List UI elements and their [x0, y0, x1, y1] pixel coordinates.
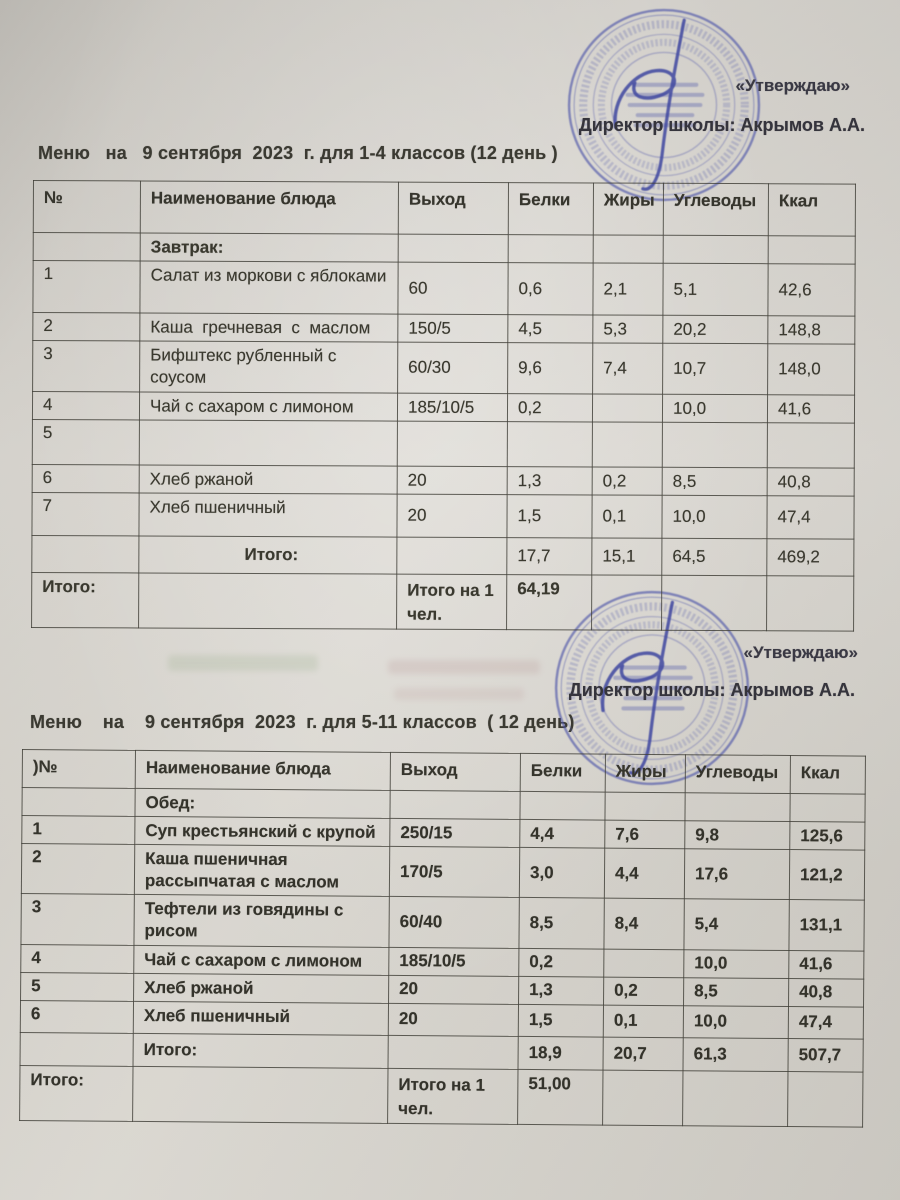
value-cell [767, 423, 854, 468]
dish-name-cell: Хлеб пшеничный [139, 493, 397, 537]
value-cell [604, 949, 684, 978]
value-cell: 40,8 [789, 978, 864, 1007]
dish-name-cell: Хлеб ржаной [134, 973, 389, 1003]
value-cell: 41,6 [767, 395, 854, 423]
value-cell [685, 793, 790, 822]
director-signature-line: Директор школы: Акрымов А.А. [578, 115, 865, 135]
table-row [33, 233, 855, 265]
value-cell [507, 422, 592, 467]
dish-name-cell: Салат из моркови с яблоками [140, 261, 398, 314]
value-cell: 20,2 [663, 315, 768, 344]
dish-name-cell: Чай с сахаром с лимоном [134, 945, 389, 975]
header-row [22, 750, 865, 795]
dish-name-cell: Каша пшеничная рассыпчатая с маслом [134, 845, 389, 897]
value-cell: 10,0 [662, 496, 767, 539]
dish-name-cell: Бифштекс рубленный с соусом [140, 341, 398, 393]
dish-name-cell: Обед: [135, 788, 390, 818]
cell [388, 1035, 518, 1069]
value-cell [520, 791, 605, 820]
value-cell: 0,1 [592, 495, 662, 538]
value-cell: 4,5 [508, 315, 593, 343]
value-cell: 0,6 [508, 263, 593, 315]
cell [32, 536, 139, 573]
row-number-cell: 6 [20, 1000, 133, 1033]
row-number-cell: 3 [21, 894, 134, 945]
table-row [32, 420, 854, 469]
col-header-kcal: Ккал [768, 184, 855, 236]
row-number-cell: 4 [32, 392, 139, 421]
approval-quote: «Утверждаю» [743, 643, 858, 662]
value-cell: 42,6 [768, 264, 855, 316]
value-cell: 185/10/5 [389, 947, 519, 976]
value-cell: 0,2 [519, 948, 604, 977]
value-cell: 0,2 [604, 977, 684, 1006]
totals-fat: 15,1 [592, 538, 662, 575]
value-cell: 1,5 [518, 1004, 603, 1037]
totals-carbs: 64,5 [662, 539, 767, 576]
col-header-kcal: Ккал [790, 756, 865, 795]
value-cell: 20 [397, 494, 507, 537]
value-cell: 8,5 [519, 898, 604, 949]
row-number-cell: 5 [32, 420, 139, 465]
dish-name-cell: Тефтели из говядины с рисом [134, 895, 389, 947]
value-cell: 0,1 [603, 1005, 683, 1038]
value-cell: 8,5 [662, 468, 767, 497]
row-number-cell: 1 [33, 261, 140, 313]
row-number-cell: 2 [21, 844, 134, 895]
value-cell: 60 [398, 262, 508, 314]
menu-table-grades-1-4 [31, 180, 856, 632]
bleed-through [388, 660, 540, 674]
value-cell [663, 235, 768, 264]
school-stamp [563, 4, 765, 206]
col-header-number: № [33, 181, 140, 233]
value-cell: 7,4 [593, 343, 663, 394]
per-person-label: Итого на 1 чел. [397, 574, 507, 629]
cell [592, 575, 662, 630]
value-cell: 41,6 [789, 950, 864, 979]
cell [788, 1071, 863, 1127]
table-row [33, 261, 855, 317]
totals-label: Итого: [133, 1033, 388, 1068]
dish-name-cell: Хлеб пшеничный [133, 1001, 388, 1035]
dish-name-cell: Завтрак: [140, 233, 398, 262]
row-number-cell: 6 [32, 465, 139, 494]
col-header-fat: Жиры [605, 754, 685, 793]
row-number-cell: 3 [33, 341, 140, 392]
bleed-through [394, 688, 524, 700]
bleed-through [168, 655, 318, 671]
value-cell: 148,0 [768, 344, 855, 395]
table-row [33, 341, 855, 396]
value-cell: 17,6 [684, 849, 789, 900]
value-cell [397, 421, 507, 466]
header-row [33, 181, 855, 237]
col-header-protein: Белки [520, 753, 605, 792]
row-number-cell: 1 [22, 816, 135, 845]
approval-quote: «Утверждаю» [735, 76, 850, 95]
cell [767, 576, 854, 631]
dish-name-cell: Хлеб ржаной [139, 465, 397, 494]
value-cell: 10,7 [663, 343, 768, 394]
table-row [32, 465, 854, 497]
cell [662, 576, 767, 631]
cell [603, 1070, 683, 1126]
value-cell [605, 792, 685, 821]
totals-protein: 18,9 [518, 1036, 603, 1070]
value-cell: 2,1 [593, 263, 663, 315]
value-cell [593, 235, 663, 263]
table-row [21, 844, 864, 901]
value-cell [790, 794, 865, 823]
value-cell: 1,3 [519, 976, 604, 1005]
table-row [21, 894, 864, 951]
value-cell: 9,6 [508, 343, 593, 394]
menu-table-grades-5-11 [19, 749, 866, 1127]
row-number-cell: 4 [21, 944, 134, 973]
col-header-carbs: Углеводы [685, 755, 790, 794]
value-cell: 170/5 [389, 847, 519, 898]
col-header-output: Выход [390, 752, 520, 791]
value-cell: 125,6 [790, 822, 865, 851]
value-cell [508, 235, 593, 263]
value-cell: 40,8 [767, 468, 854, 496]
per-person-value: 64,19 [507, 575, 592, 630]
value-cell: 0,2 [507, 394, 592, 422]
value-cell: 7,6 [605, 820, 685, 849]
menu2-title: Меню на 9 сентября 2023 г. для 5-11 классов ( 12 день) [30, 712, 575, 732]
row-number-cell [33, 233, 140, 262]
per-person-label: Итого на 1 чел. [388, 1068, 518, 1124]
value-cell: 47,4 [788, 1006, 863, 1039]
value-cell: 10,0 [683, 1005, 788, 1038]
totals-carbs: 61,3 [683, 1037, 788, 1071]
value-cell: 10,0 [684, 949, 789, 978]
value-cell: 5,4 [684, 899, 789, 950]
totals-fat: 20,7 [603, 1037, 683, 1071]
table-row [32, 493, 854, 540]
value-cell: 3,0 [519, 848, 604, 899]
cell [133, 1066, 388, 1123]
value-cell [592, 394, 662, 422]
value-cell: 8,5 [684, 977, 789, 1006]
value-cell [662, 423, 767, 468]
value-cell [390, 790, 520, 819]
director-signature-line: Директор школы: Акрымов А.А. [568, 680, 855, 700]
col-header-number: )№ [22, 750, 135, 789]
row-number-cell: 2 [33, 313, 140, 342]
value-cell: 1,3 [507, 467, 592, 495]
dish-name-cell [139, 420, 397, 466]
value-cell: 148,8 [768, 316, 855, 344]
value-cell: 1,5 [507, 495, 592, 538]
value-cell: 5,3 [593, 315, 663, 343]
value-cell [592, 422, 662, 467]
value-cell: 5,1 [663, 263, 768, 315]
totals-kcal: 507,7 [788, 1038, 863, 1072]
row-number-cell: 7 [32, 493, 139, 536]
value-cell: 4,4 [604, 848, 684, 899]
cell [397, 537, 507, 574]
col-header-protein: Белки [508, 183, 593, 235]
value-cell: 150/5 [398, 314, 508, 343]
value-cell: 185/10/5 [397, 393, 507, 422]
row-number-cell: 5 [21, 972, 134, 1001]
cell [20, 1032, 133, 1066]
col-header-carbs: Углеводы [663, 183, 768, 235]
dish-name-cell: Чай с сахаром с лимоном [139, 392, 397, 421]
value-cell: 250/15 [390, 818, 520, 847]
value-cell: 20 [389, 975, 519, 1004]
final-label: Итого: [32, 573, 139, 628]
cell [139, 573, 397, 629]
value-cell [768, 236, 855, 264]
final-label: Итого: [20, 1065, 133, 1121]
dish-name-cell: Каша гречневая с маслом [140, 313, 398, 342]
col-header-fat: Жиры [593, 183, 663, 235]
per-person-value: 51,00 [518, 1069, 603, 1125]
menu1-title: Меню на 9 сентября 2023 г. для 1-4 классов (12 день ) [38, 143, 558, 163]
value-cell: 0,2 [592, 467, 662, 495]
col-header-output: Выход [398, 182, 508, 234]
totals-row [32, 536, 854, 577]
value-cell: 121,2 [789, 850, 864, 901]
row-number-cell [22, 788, 135, 817]
table-row [33, 313, 855, 345]
final-total-row [20, 1065, 863, 1127]
value-cell [398, 234, 508, 263]
table-row [32, 392, 854, 424]
value-cell: 47,4 [767, 496, 854, 539]
value-cell: 10,0 [662, 394, 767, 423]
value-cell: 8,4 [604, 898, 684, 949]
value-cell: 4,4 [520, 820, 605, 849]
value-cell: 60/30 [398, 342, 508, 393]
final-total-row [32, 573, 854, 632]
value-cell: 20 [388, 1003, 518, 1036]
value-cell: 20 [397, 466, 507, 495]
totals-label: Итого: [139, 536, 397, 574]
value-cell: 131,1 [789, 900, 864, 951]
totals-kcal: 469,2 [767, 539, 854, 576]
col-header-dish: Наименование блюда [135, 750, 390, 790]
dish-name-cell: Суп крестьянский с крупой [135, 816, 390, 846]
value-cell: 9,8 [685, 821, 790, 850]
col-header-dish: Наименование блюда [140, 181, 398, 234]
cell [683, 1070, 788, 1126]
value-cell: 60/40 [389, 897, 519, 948]
totals-protein: 17,7 [507, 538, 592, 575]
